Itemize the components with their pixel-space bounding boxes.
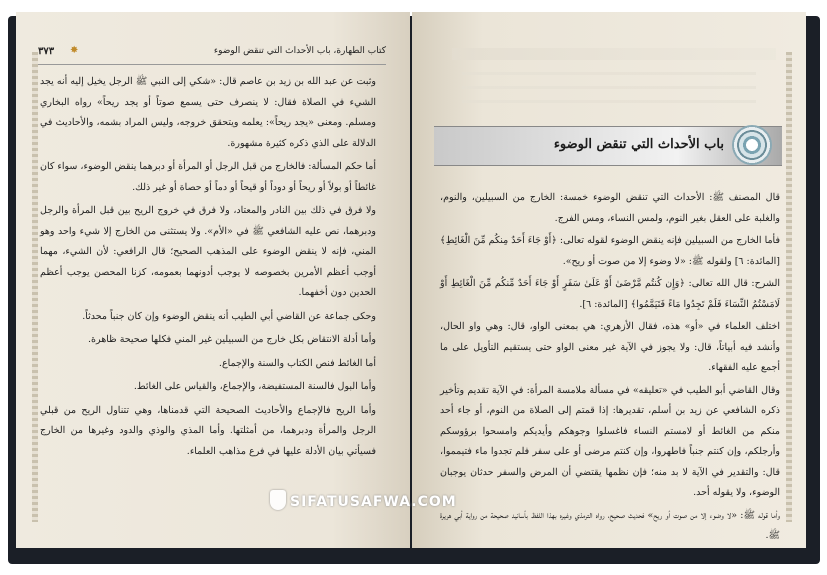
chapter-title: باب الأحداث التي تنقض الوضوء bbox=[553, 137, 724, 152]
faded-header bbox=[452, 48, 776, 60]
watermark-text: SIFATUSAFWA.COM bbox=[290, 494, 457, 510]
paragraph: وأما البول فالسنة المستفيضة، والإجماع، والقياس على الغائط. bbox=[133, 381, 376, 392]
paragraph: وأما قوله ﷺ: «لا وضوء إلا من صوت أو ريح» فحديث صحيح، رواه الترمذي وغيره بهذا اللفظ بأسانيد صحيحة من رواية أبي هريرة ﷺ. bbox=[440, 509, 780, 541]
paragraph: وقال القاضي أبو الطيب في «تعليقه» في مسألة ملامسة المرأة: في الآية تقديم وتأخير ذكره الشافعي عن زيد بن أسلم، تقديرها: إذا قمتم إلى الصلاة من النوم، أو جاء أحد منكم من الغائط أو لامستم النساء فاغسلوا وجوهكم وأيديكم وامسحوا برؤوسكم وأرجلكم، وإن كنتم جنباً فاطهروا، وإن كنتم مرضى أو على سفر فلم تجدوا ماء فتيمموا، قال: والتقدير في الآية لا بد منه؛ فإن نظمها يقتضي أن المرض والسفر حدثان يوجبان الوضوء، ولا يقوله أحد. bbox=[440, 384, 780, 498]
left-page bbox=[16, 12, 410, 548]
faded-text-area bbox=[462, 72, 756, 112]
page-edge-ornament bbox=[786, 52, 792, 522]
chapter-banner bbox=[434, 126, 782, 166]
right-page bbox=[412, 12, 806, 548]
right-page-body bbox=[440, 188, 780, 548]
paragraph: أما الغائط فنص الكتاب والسنة والإجماع. bbox=[218, 357, 376, 369]
page-edge-ornament bbox=[32, 52, 38, 522]
paragraph: قال المصنف ﷺ: الأحداث التي تنقض الوضوء خمسة: الخارج من السبيلين، والنوم، والغلبة على العقل بغير النوم، ولمس النساء، ومس الفرج. bbox=[440, 192, 780, 224]
paragraph: فأما الخارج من السبيلين فإنه ينقض الوضوء لقوله تعالى: ﴿أَوْ جَاءَ أَحَدٌ مِنكُم مِّنَ الْغَائِطِ﴾ [المائدة: ٦] ولقوله ﷺ: «لا وضوء إلا من صوت أو ريح». bbox=[440, 235, 780, 267]
running-header bbox=[38, 46, 386, 65]
header-title: كتاب الطهارة، باب الأحداث التي تنقض الوضوء bbox=[213, 46, 386, 56]
watermark-logo-icon bbox=[270, 490, 286, 510]
rosette-ornament-icon bbox=[732, 125, 772, 165]
paragraph: وأما الريح فالإجماع والأحاديث الصحيحة التي قدمناها، وهي تتناول الريح من قبلي الرجل والمرأة ودبرهما، من أمثلتها. وأما المذي والوذي والدود وغيرها من الخارج فسيأتي بيان الأدلة عليها في فرع مذاهب العلماء. bbox=[40, 404, 376, 457]
open-book bbox=[8, 10, 820, 566]
paragraph: اختلف العلماء في «أو» هذه، فقال الأزهري: هي بمعنى الواو، قال: وهي واو الحال، وأنشد فيه أبياتاً، قال: ولا يجوز في الآية غير معنى الواو حتى يستقيم التأويل على ما أجمع عليه الفقهاء. bbox=[440, 321, 780, 373]
left-page-body bbox=[40, 72, 376, 465]
star-ornament-icon: ✸ bbox=[70, 45, 79, 56]
paragraph: الشرح: قال الله تعالى: ﴿وَإِن كُنتُم مَّرْضَىٰ أَوْ عَلَىٰ سَفَرٍ أَوْ جَاءَ أَحَدٌ مِّنكُم مِّنَ الْغَائِطِ أَوْ لَامَسْتُمُ النِّسَاءَ فَلَمْ تَجِدُوا مَاءً فَتَيَمَّمُوا﴾ [المائدة: ٦]. bbox=[440, 278, 780, 310]
paragraph: أما حكم المسألة: فالخارج من قبل الرجل أو المرأة أو دبرهما ينقض الوضوء، سواء كان غائطاً أو بولاً أو ريحاً أو دوداً أو قيحاً أو دماً أو حصاة أو غير ذلك. bbox=[40, 161, 376, 193]
page-number: ٣٧٣ bbox=[38, 46, 55, 57]
paragraph: ولا فرق في ذلك بين النادر والمعتاد، ولا فرق في خروج الريح بين قبل المرأة والرجل ودبرهما، نص عليه الشافعي ﷺ في «الأم». ولا يستثنى من الخارج إلا شيء واحد وهو المني، فإنه لا ينقض الوضوء على المذهب الصحيح؛ قال الرافعي: لأن الشيء، مهما أوجب أعظم الأمرين بخصوصه لا يوجب أدونهما بعمومه، كزنا المحصن يوجب أعظم الحدين دون أخفهما. bbox=[40, 205, 376, 298]
paragraph: وثبت عن عبد الله بن زيد بن عاصم قال: «شكي إلى النبي ﷺ الرجل يخيل إليه أنه يجد الشيء في الصلاة فقال: لا ينصرف حتى يسمع صوتاً أو يجد ريحاً» رواه البخاري ومسلم. ومعنى «يجد ريحاً»: يعلمه ويتحقق خروجه، وليس المراد بشمه، والأحاديث في الدلالة على الذي ذكره كثيرة مشهورة. bbox=[40, 76, 376, 149]
paragraph: وحكى جماعة عن القاضي أبي الطيب أنه ينقض الوضوء وإن كان جنباً محدثاً. bbox=[82, 310, 376, 322]
paragraph: وأما أدلة الانتقاض بكل خارج من السبيلين غير المني فكلها صحيحة ظاهرة. bbox=[87, 334, 376, 345]
